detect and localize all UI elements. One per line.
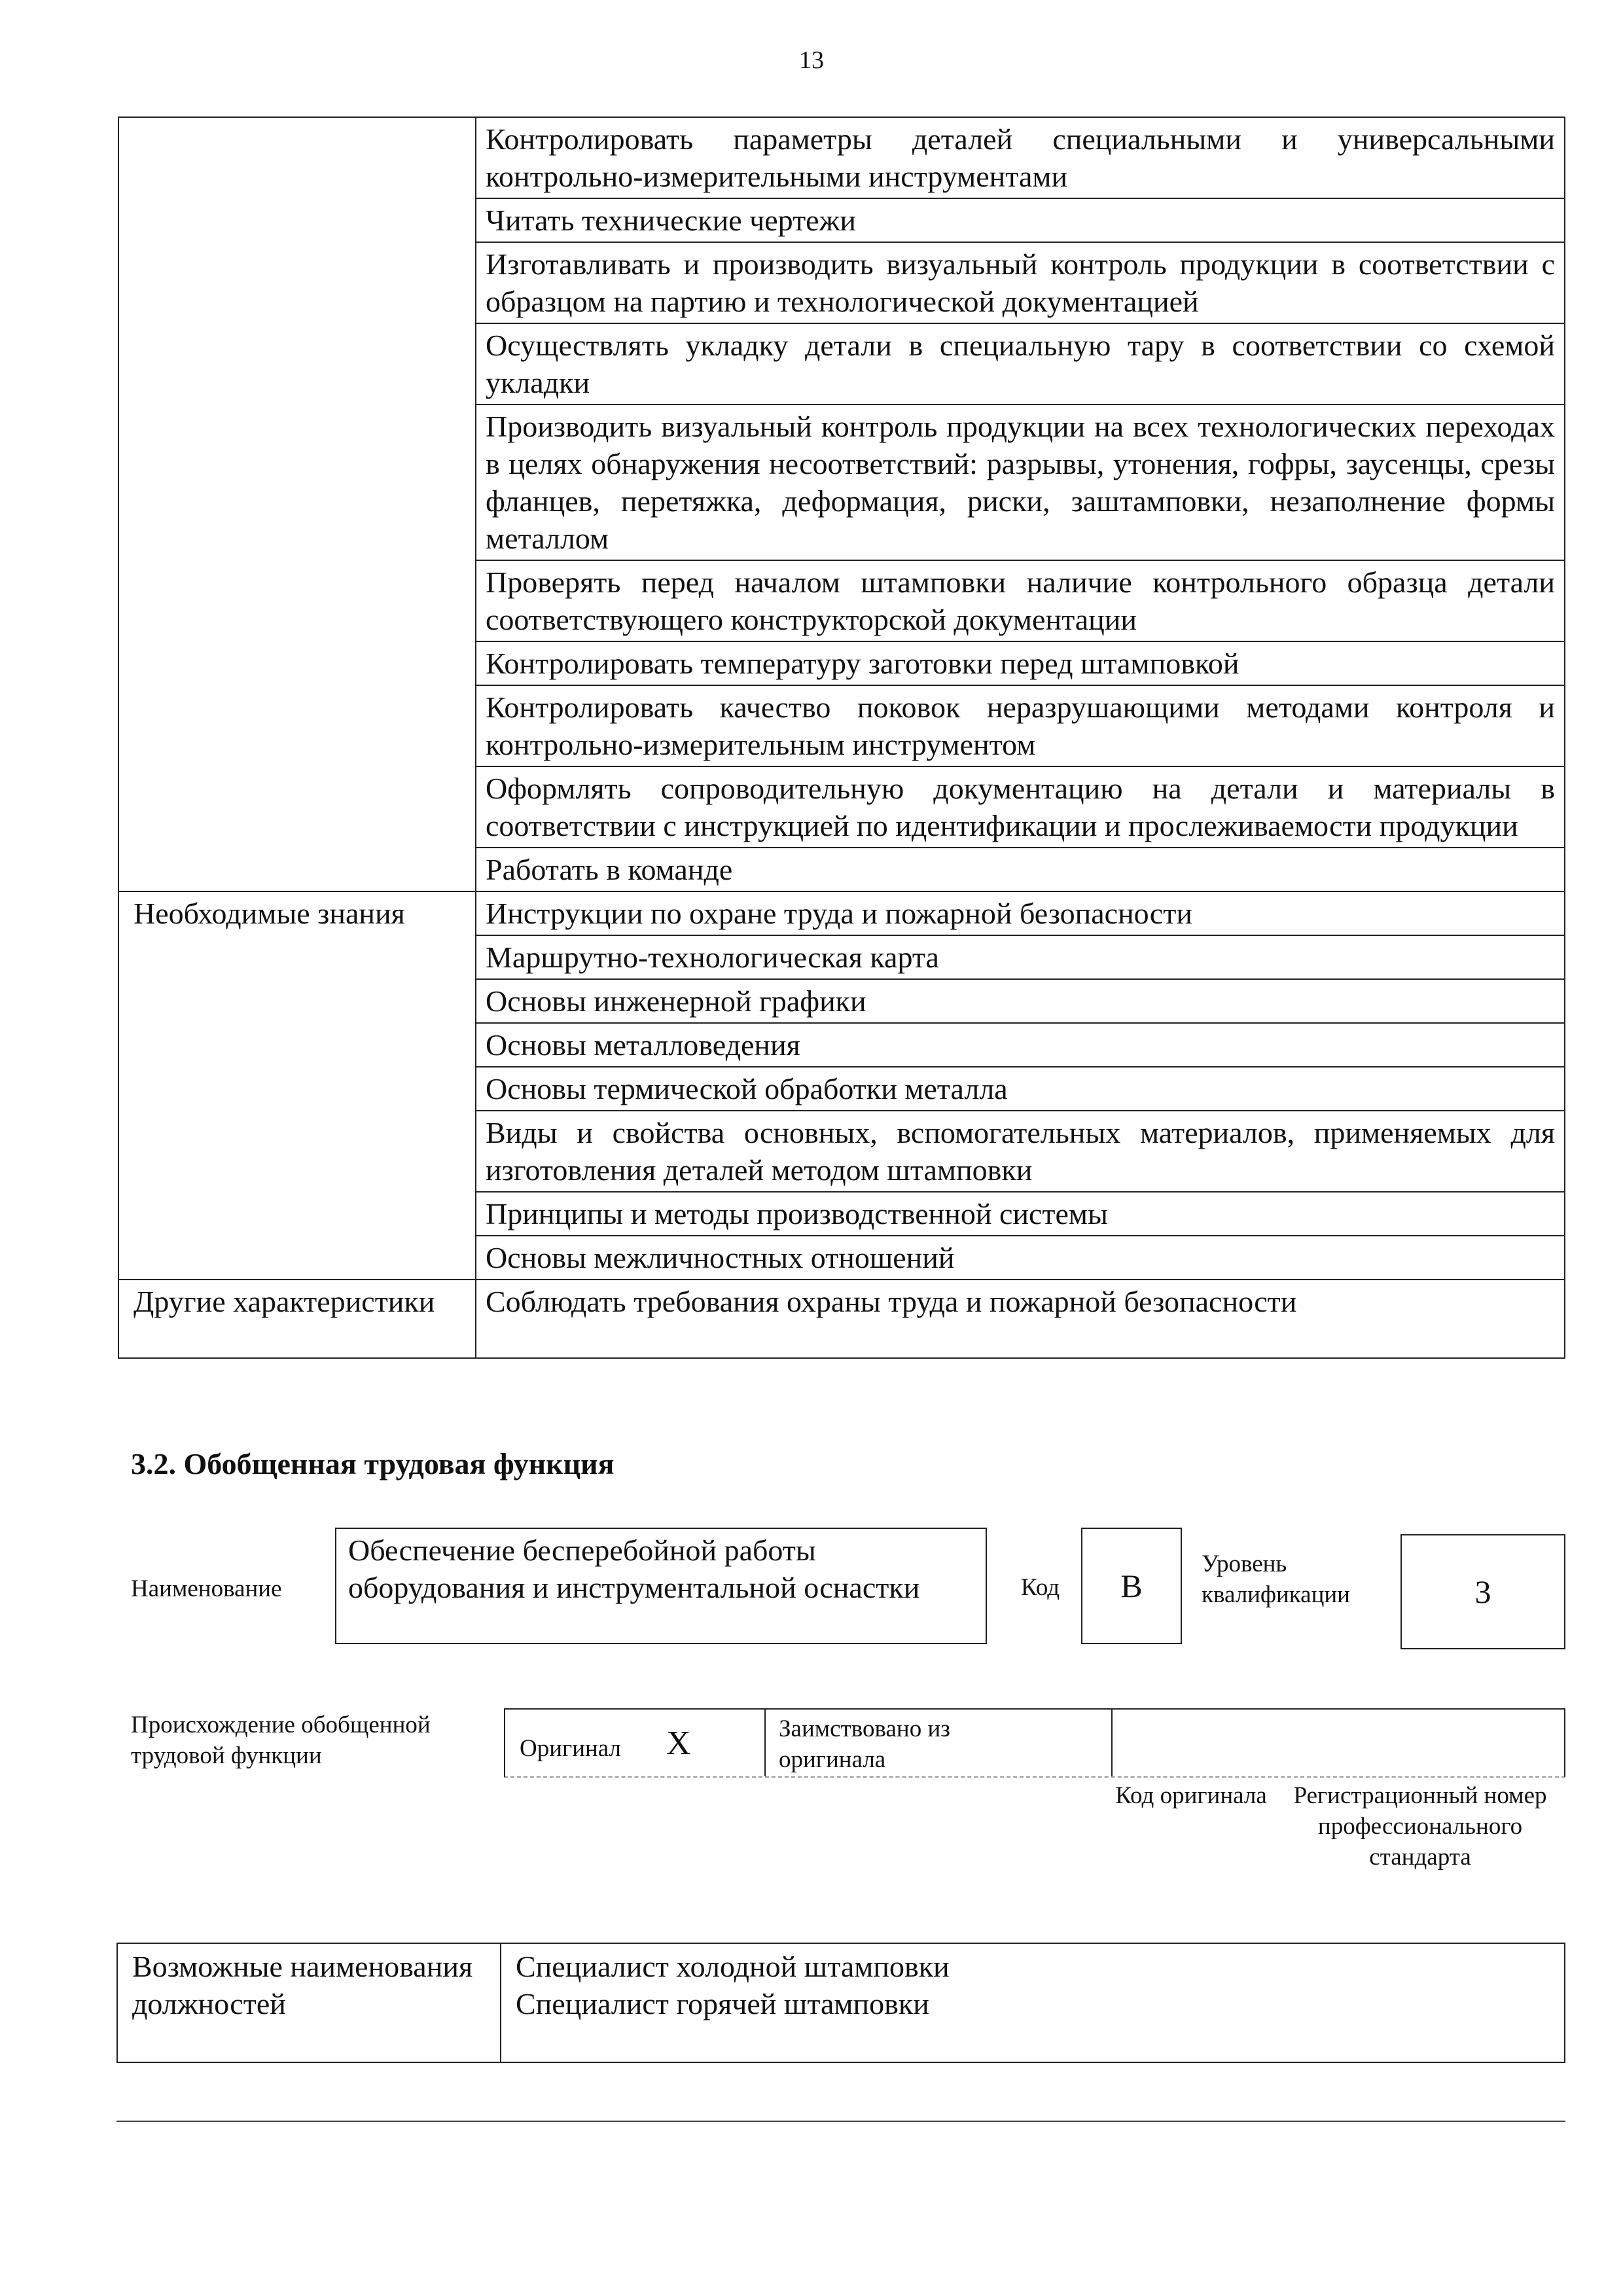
table-row: [118, 935, 1565, 979]
skill-item: Осуществлять укладку детали в специальную тару в соответствии со схемой укладки: [476, 323, 1565, 404]
table-row: [118, 1111, 1565, 1192]
code-value: В: [1120, 1568, 1143, 1604]
knowledge-item: Маршрутно-технологическая карта: [476, 935, 1565, 979]
table-row: [118, 560, 1565, 641]
original-cell: [505, 1710, 766, 1776]
knowledge-item: Основы межличностных отношений: [476, 1236, 1565, 1280]
empty-label-cell: [118, 117, 476, 198]
table-row: [118, 766, 1565, 848]
skill-item: Изготавливать и производить визуальный контроль продукции в соответствии с образцом на партию и технологической документацией: [476, 242, 1565, 323]
position-item: Специалист холодной штамповки: [516, 1950, 950, 1983]
original-label: Оригинал: [520, 1735, 622, 1762]
knowledge-item: Основы металловедения: [476, 1023, 1565, 1067]
skill-item: Оформлять сопроводительную документацию на детали и материалы в соответствии с инструкцией по идентификации и прослеживаемости продукции: [476, 766, 1565, 848]
level-value: 3: [1474, 1573, 1491, 1610]
name-label: Наименование: [131, 1575, 282, 1602]
skills-knowledge-table: [118, 117, 1565, 1359]
divider: [116, 2121, 1565, 2122]
knowledge-item: Основы инженерной графики: [476, 979, 1565, 1023]
knowledge-item: Основы термической обработки металла: [476, 1067, 1565, 1111]
table-row: [118, 979, 1565, 1023]
table-row: [118, 1236, 1565, 1280]
table-row: [117, 1943, 1565, 2062]
borrowed-label: Заимствовано из оригинала: [779, 1715, 950, 1773]
caption-code-original: Код оригинала: [1115, 1782, 1267, 1809]
table-row: [118, 1280, 1565, 1358]
positions-values: [501, 1943, 1565, 2062]
table-row: [118, 641, 1565, 685]
level-box: [1400, 1534, 1565, 1649]
table-row: [118, 198, 1565, 242]
table-row: [118, 891, 1565, 935]
position-item: Специалист горячей штамповки: [516, 1987, 929, 2020]
skill-item: Контролировать температуру заготовки перед штамповкой: [476, 641, 1565, 685]
skill-item: Контролировать параметры деталей специальными и универсальными контрольно-измерительными инструментами: [476, 117, 1565, 198]
positions-label: Возможные наименования должностей: [117, 1943, 501, 2062]
skill-item: Читать технические чертежи: [476, 198, 1565, 242]
table-row: [118, 685, 1565, 766]
knowledge-label: Необходимые знания: [118, 891, 476, 935]
other-characteristics-label: Другие характеристики: [118, 1280, 476, 1358]
origin-label: Происхождение обобщенной трудовой функции: [131, 1712, 431, 1769]
origin-row: [504, 1708, 1565, 1778]
table-row: [118, 117, 1565, 198]
positions-table: [116, 1943, 1565, 2063]
knowledge-item: Принципы и методы производственной системы: [476, 1192, 1565, 1236]
knowledge-item: Инструкции по охране труда и пожарной безопасности: [476, 891, 1565, 935]
function-name-box: [335, 1528, 987, 1644]
skill-item: Работать в команде: [476, 848, 1565, 891]
code-box: [1081, 1528, 1182, 1644]
caption-registration-number: Регистрационный номер профессионального стандарта: [1293, 1782, 1547, 1871]
borrowed-cell: [764, 1710, 1113, 1776]
table-row: [118, 404, 1565, 560]
skill-item: Проверять перед началом штамповки наличие контрольного образца детали соответствующего конструкторской документации: [476, 560, 1565, 641]
table-row: [118, 848, 1565, 891]
page-number: 13: [799, 46, 824, 74]
code-label: Код: [1021, 1574, 1060, 1601]
knowledge-item: Виды и свойства основных, вспомогательных материалов, применяемых для изготовления деталей методом штамповки: [476, 1111, 1565, 1192]
table-row: [118, 1192, 1565, 1236]
section-title: 3.2. Обобщенная трудовая функция: [131, 1447, 615, 1480]
table-row: [118, 1023, 1565, 1067]
table-row: [118, 242, 1565, 323]
original-mark: Х: [666, 1725, 691, 1762]
table-row: [118, 323, 1565, 404]
function-name-value: Обеспечение бесперебойной работы оборудования и инструментальной оснастки: [348, 1534, 920, 1604]
table-row: [118, 1067, 1565, 1111]
skill-item: Контролировать качество поковок неразрушающими методами контроля и контрольно-измерительным инструментом: [476, 685, 1565, 766]
skill-item: Производить визуальный контроль продукции на всех технологических переходах в целях обнаружения несоответствий: разрывы, утонения, гофры, заусенцы, срезы фланцев, перетяжка, деформация, риски, заштамповки, незаполнение формы металлом: [476, 404, 1565, 560]
level-label: Уровень квалификации: [1202, 1551, 1350, 1608]
other-characteristics-value: Соблюдать требования охраны труда и пожарной безопасности: [476, 1280, 1565, 1358]
